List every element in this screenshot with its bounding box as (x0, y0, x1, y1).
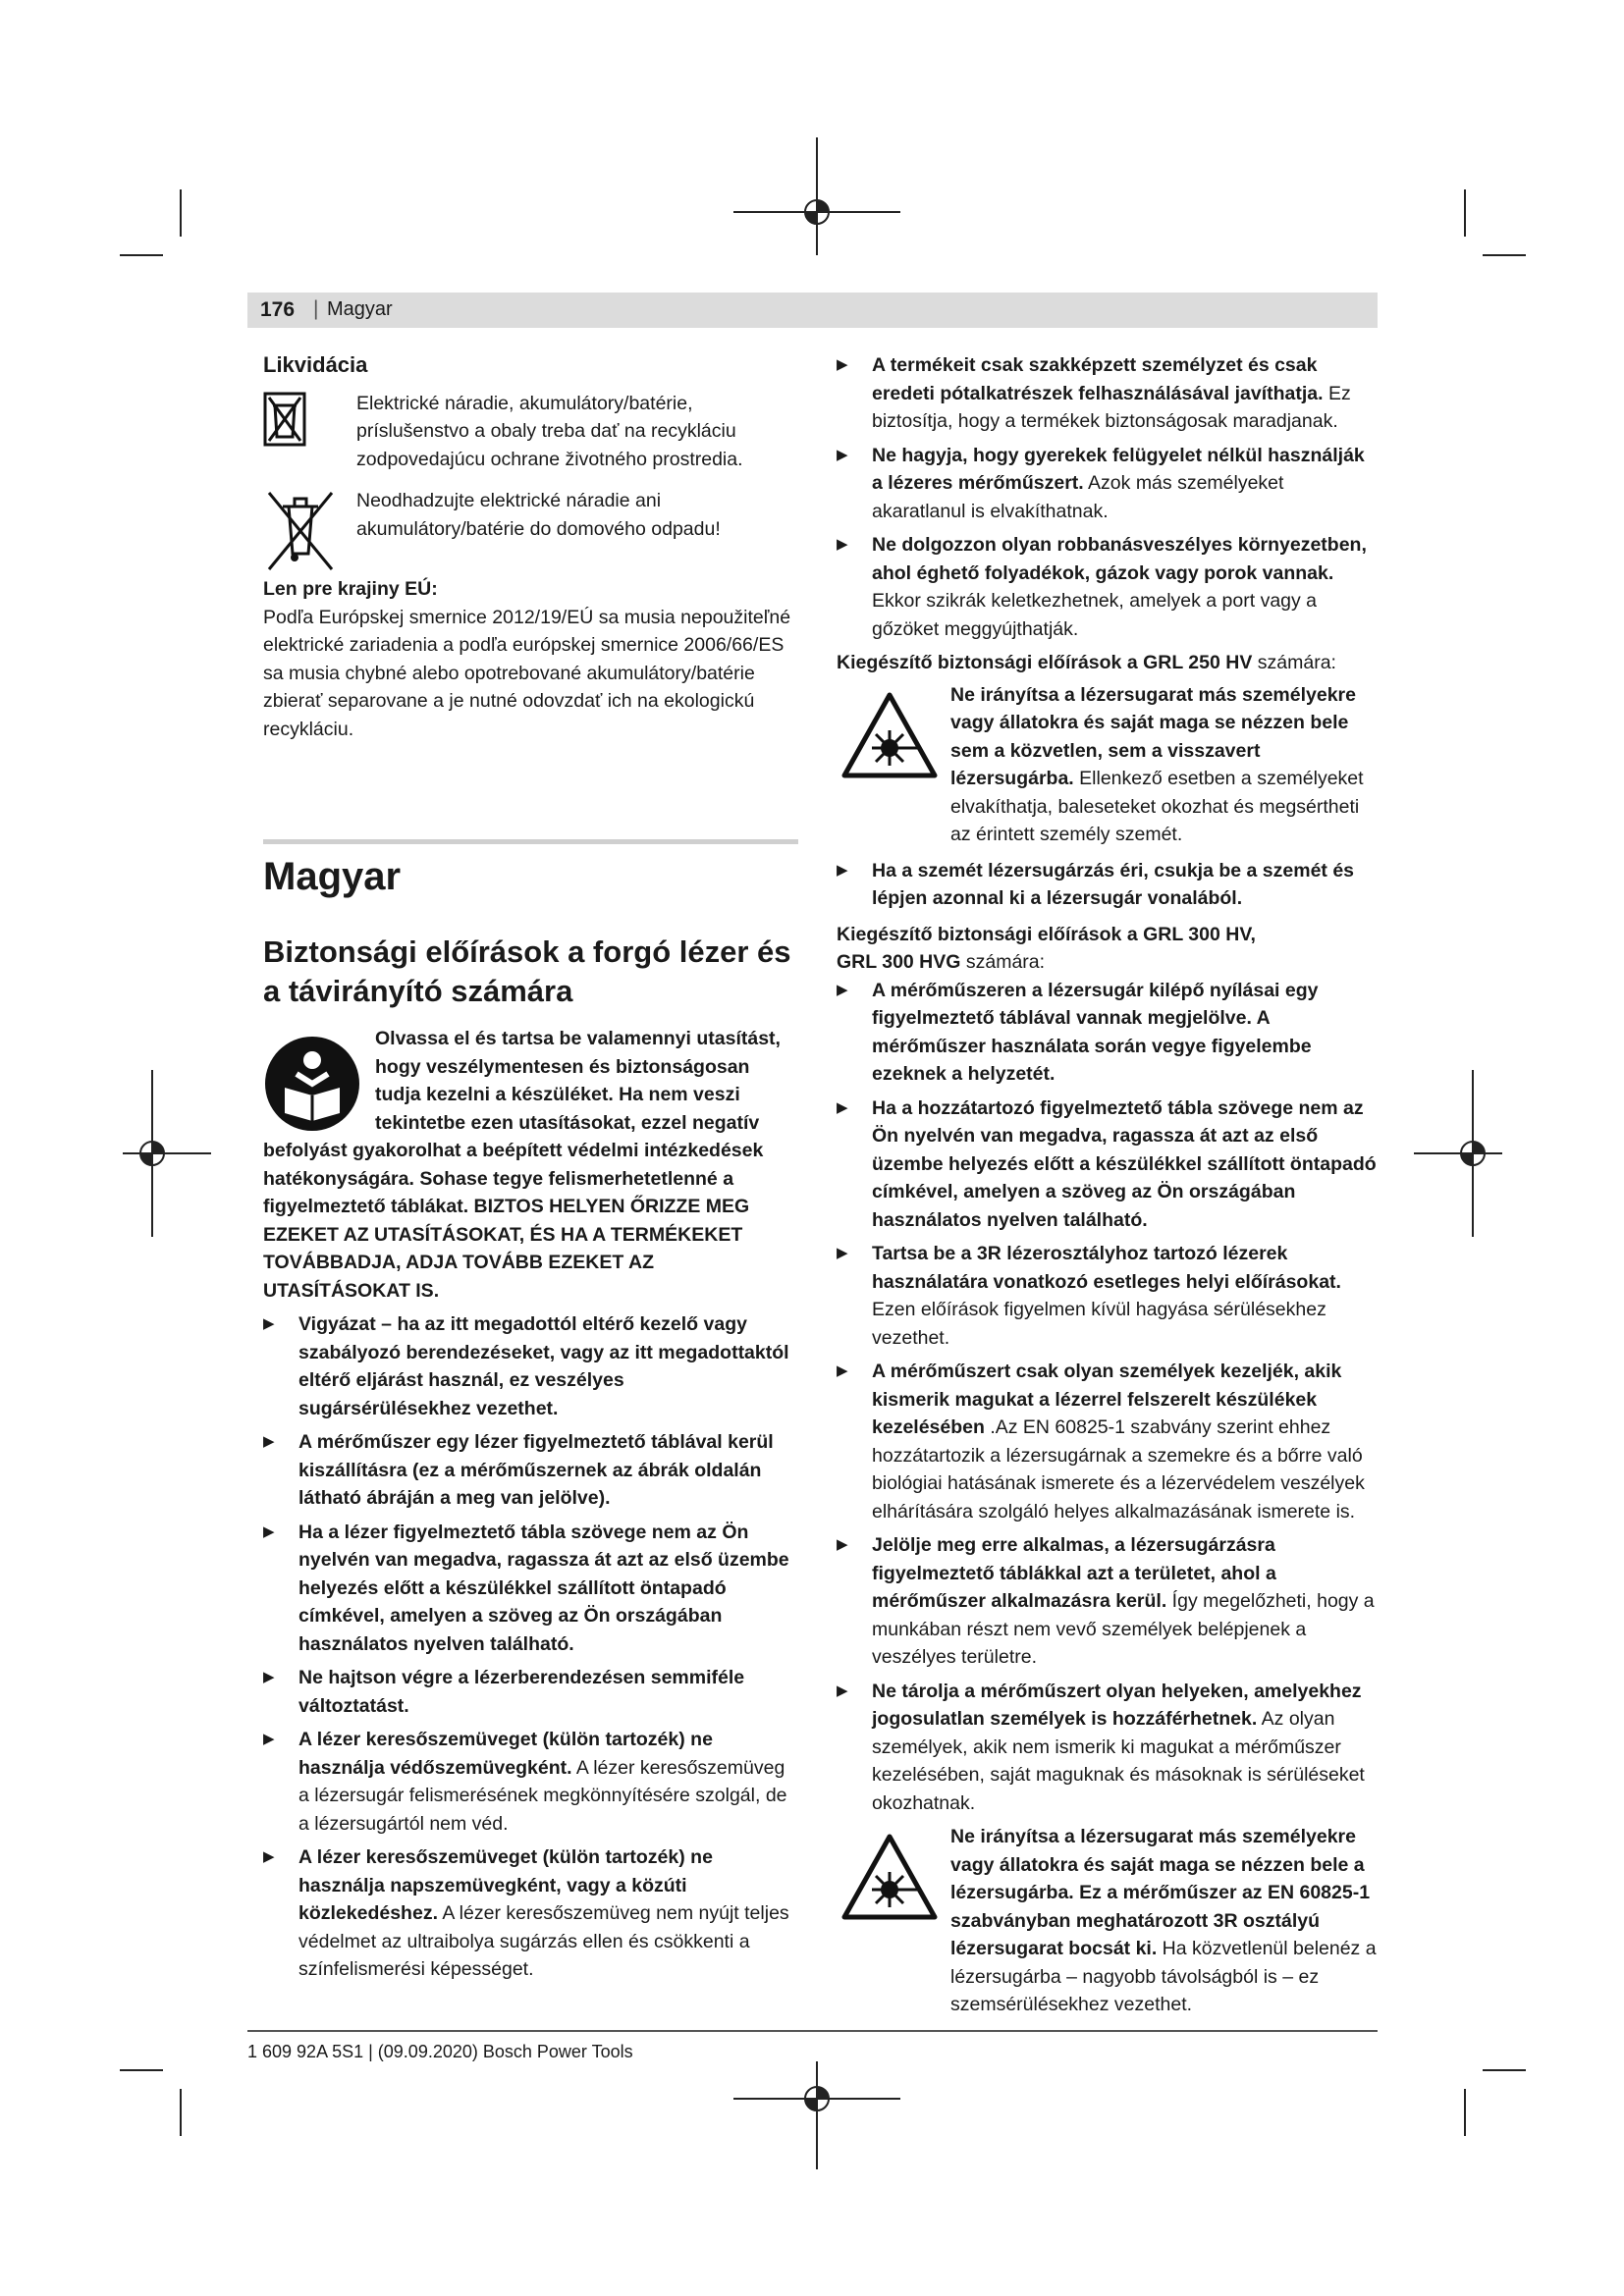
page-footer: 1 609 92A 5S1 | (09.09.2020) Bosch Power Tools (247, 2042, 633, 2061)
warn2-text: Ha közvetlenül belenéz a lézersugárba – nagyobb távolságból is – ez szemsérülésekhez vezethet. (950, 1938, 1377, 2015)
list-item (837, 1240, 1377, 1352)
grl300-heading (837, 921, 1377, 977)
list-item (837, 977, 1377, 1089)
list-item (837, 857, 1377, 913)
item-text: A lézer keresőszemüveg nem nyújt teljes védelmet az ultraibolya sugárzás ellen és csökkenti a színfelismerési képességet. (298, 1902, 789, 1980)
item-text: Ez biztosítja, hogy a termékek biztonságosak maradjanak. (872, 382, 1351, 432)
page-number: 176 (260, 298, 296, 321)
item-bold: A mérőműszeren a lézersugár kilépő nyílásai egy figyelmeztető táblával vannak megjelölve. A mérőműszer használata során vegye figyelembe ezeknek a helyzetét. (872, 979, 1319, 1085)
laser-warning-1 (837, 681, 1377, 849)
item-text: A lézer keresőszemüveg a lézersugár felismerésének megkönnyítésére szolgál, de a lézersugártól nem véd. (298, 1756, 787, 1835)
triangle-right-icon: ▶ (263, 1522, 275, 1540)
triangle-right-icon: ▶ (263, 1315, 275, 1332)
registration-mark-right-icon (1414, 1070, 1502, 1237)
warn2-bold: Ne irányítsa a lézersugarat más személyekre vagy állatokra és saját maga se nézzen bele a lézersugárba. Ez a mérőműszer az EN 60825-1 szabványban meghatározott 3R osztályú lézersugarat bocsát ki. (950, 1826, 1371, 1959)
triangle-right-icon: ▶ (263, 1669, 275, 1685)
triangle-right-icon: ▶ (263, 1848, 275, 1865)
registration-mark-left-icon (123, 1070, 211, 1237)
disposal-row-1 (263, 390, 798, 474)
list-item (837, 351, 1377, 436)
item-bold: A mérőműszer egy lézer figyelmeztető táblával kerül kiszállításra (ez a mérőműszernek az ábrák oldalán látható ábráján a meg van jelölve). (298, 1431, 774, 1509)
triangle-right-icon: ▶ (837, 1682, 848, 1699)
list-item (263, 1310, 798, 1422)
list-item (263, 1726, 798, 1838)
item-text: Azok más személyeket akaratlanul is elvakíthatnak. (872, 472, 1284, 522)
list-item (837, 1678, 1377, 1818)
triangle-right-icon: ▶ (837, 356, 848, 373)
item-bold: Ne dolgozzon olyan robbanásveszélyes környezetben, ahol éghető folyadékok, gázok vagy porok vannak. (872, 534, 1367, 584)
item-bold: Ne tárolja a mérőműszert olyan helyeken, amelyekhez jogosulatlan személyek is hozzáférhetnek. (872, 1680, 1362, 1730)
list-item (263, 1664, 798, 1720)
grl300-heading-bold-1: Kiegészítő biztonsági előírások a GRL 300 HV, (837, 923, 1256, 945)
triangle-right-icon: ▶ (837, 446, 848, 463)
triangle-right-icon: ▶ (837, 1098, 848, 1116)
grl250-heading-bold: Kiegészítő biztonsági előírások a GRL 250 HV (837, 652, 1253, 673)
warn1-bold: Ne irányítsa a lézersugarat más személyekre vagy állatokra és saját maga se nézzen bele sem a közvetlen, sem a visszavert lézersugárba. (950, 683, 1356, 789)
list-item (837, 1095, 1377, 1235)
item-bold: A lézer keresőszemüveget (külön tartozék) ne használja védőszemüvegként. (298, 1729, 713, 1779)
section-divider (263, 839, 798, 844)
item-bold: A termékeit csak szakképzett személyzet és csak eredeti pótalkatrészek felhasználásával javíthatja. (872, 354, 1324, 404)
eu-heading: Len pre krajiny EÚ: (263, 578, 438, 600)
item-bold: A mérőműszert csak olyan személyek kezeljék, akik kismerik magukat a lézerrel felszerelt készülékek kezelésében (872, 1361, 1342, 1438)
eu-text: Podľa Európskej smernice 2012/19/EÚ sa musia nepoužiteľné elektrické zariadenia a podľa európskej smernice 2006/66/ES sa musia chybné alebo opotrebované akumulátory/batérie zbierať separovane a je nutné odovzdať ich na ekologickú recykláciu. (263, 606, 791, 740)
grl300-heading-bold-2: GRL 300 HVG (837, 951, 961, 973)
triangle-right-icon: ▶ (263, 1731, 275, 1747)
triangle-right-icon: ▶ (837, 981, 848, 998)
intro-block (263, 1025, 798, 1305)
list-item (263, 1843, 798, 1984)
list-item (837, 1358, 1377, 1525)
item-bold: Jelölje meg erre alkalmas, a lézersugárzásra figyelmeztető táblákkal azt a területet, ahol a mérőműszer alkalmazásra kerül. (872, 1534, 1276, 1612)
registration-mark-bottom-icon (733, 2061, 900, 2169)
grl300-heading-rest: számára: (960, 951, 1046, 973)
left-column-lower (263, 854, 798, 1990)
disposal-heading: Likvidácia (263, 352, 368, 377)
page-header (247, 293, 1378, 328)
laser-warning-icon (840, 1833, 939, 1921)
triangle-right-icon: ▶ (837, 861, 848, 879)
triangle-right-icon: ▶ (837, 1245, 848, 1261)
item-text: Az olyan személyek, akik nem ismerik ki magukat a mérőműszer kezelésében, saját maguknak és másoknak is sérüléseket okozhatnak. (872, 1708, 1365, 1814)
warn1-text: Ellenkező esetben a személyeket elvakíthatja, baleseteket okozhat és megsértheti az érintett személy szemét. (950, 768, 1364, 845)
item-bold: A lézer keresőszemüveget (külön tartozék) ne használja napszemüvegként, vagy a közúti közlekedéshez. (298, 1846, 713, 1924)
right-column (837, 351, 1377, 2019)
list-item (263, 1519, 798, 1659)
disposal-text-2: Neodhadzujte elektrické náradie ani akumulátory/batérie do domového odpadu! (356, 490, 721, 540)
list-item (837, 1531, 1377, 1672)
item-bold: Ha a hozzátartozó figyelmeztető tábla szövege nem az Ön nyelvén van megadva, ragassza át azt az első üzembe helyezés előtt a készülékkel szállított öntapadó címkével, amelyen a szöveg az Ön országában használatos nyelven található. (872, 1096, 1377, 1231)
item-text: Ezen előírások figyelmen kívül hagyása sérülésekhez vezethet. (872, 1299, 1326, 1349)
item-bold: Ha a szemét lézersugárzás éri, csukja be a szemét és lépjen azonnal ki a lézersugár vonalából. (872, 859, 1355, 909)
item-bold: Vigyázat – ha az itt megadottól eltérő kezelő vagy szabályozó berendezéseket, vagy az itt megadottaktól eltérő eljárást használ, ez veszélyes sugársérülésekhez vezethet. (298, 1313, 789, 1419)
item-text: Így megelőzheti, hogy a munkában részt nem vevő személyek belépjenek a veszélyes területre. (872, 1590, 1375, 1668)
disposal-text-1: Elektrické náradie, akumulátory/batérie, príslušenstvo a obaly treba dať na recykláciu zodpovedajúcu ochrane životného prostredia. (356, 392, 743, 470)
list-item (837, 442, 1377, 526)
item-text: .Az EN 60825-1 szabvány szerint ehhez hozzátartozik a lézersugárnak a szemekre és a bőrre való biológiai hatásának ismerete és a lézervédelem veszélyek elhárítására szolgáló helyes alkalmazásának ismerete is. (872, 1416, 1365, 1522)
left-items (263, 1310, 798, 1984)
safety-heading: Biztonsági előírások a forgó lézer és a távirányító számára (263, 934, 791, 1008)
list-item (837, 531, 1377, 643)
triangle-right-icon: ▶ (837, 1362, 848, 1379)
item-bold: Ne hajtson végre a lézerberendezésen semmiféle változtatást. (298, 1667, 745, 1717)
header-section: Magyar (327, 298, 393, 320)
left-column (263, 351, 798, 743)
recycle-bin-icon (263, 392, 306, 447)
laser-warning-2 (837, 1823, 1377, 2019)
item-bold: Ne hagyja, hogy gyerekek felügyelet nélkül használják a lézeres mérőműszert. (872, 444, 1365, 494)
main-heading: Magyar (263, 855, 402, 898)
registration-mark-top-icon (733, 137, 900, 255)
intro-text: Olvassa el és tartsa be valamennyi utasítást, hogy veszélymentesen és biztonságosan tudja kezelni a készüléket. Ha nem veszi tekintetbe ezen utasításokat, ezzel negatív befolyást gyakorolhat a beépített védelmi intézkedések hatékonyságára. Sohase tegye felismerhetetlenné a figyelmeztető táblákat. BIZTOS HELYEN ŐRIZZE MEG EZEKET AZ UTASÍTÁSOKAT, ÉS HA A TERMÉKEKET TOVÁBBADJA, ADJA TOVÁBB EZEKET AZ UTASÍTÁSOKAT IS. (263, 1028, 781, 1302)
list-item (263, 1428, 798, 1513)
item-bold: Tartsa be a 3R lézerosztályhoz tartozó lézerek használatára vonatkozó esetleges helyi előírásokat. (872, 1243, 1341, 1293)
triangle-right-icon: ▶ (837, 1536, 848, 1553)
read-manual-icon (263, 1035, 361, 1133)
header-separator: | (313, 297, 319, 320)
item-bold: Ha a lézer figyelmeztető tábla szövege nem az Ön nyelvén van megadva, ragassza át azt az első üzembe helyezés előtt a készülékkel szállított öntapadó címkével, amelyen a szöveg az Ön országában használatos nyelven található. (298, 1521, 789, 1655)
laser-warning-icon (840, 691, 939, 779)
footer-rule (247, 2030, 1378, 2032)
disposal-row-2 (263, 487, 798, 546)
triangle-right-icon: ▶ (263, 1433, 275, 1450)
triangle-right-icon: ▶ (837, 536, 848, 553)
item-text: Ekkor szikrák keletkezhetnek, amelyek a port vagy a gőzöket meggyújthatják. (872, 590, 1318, 640)
crossed-out-bin-icon (263, 489, 338, 573)
grl250-heading (837, 649, 1377, 677)
grl250-heading-rest: számára: (1252, 652, 1336, 673)
